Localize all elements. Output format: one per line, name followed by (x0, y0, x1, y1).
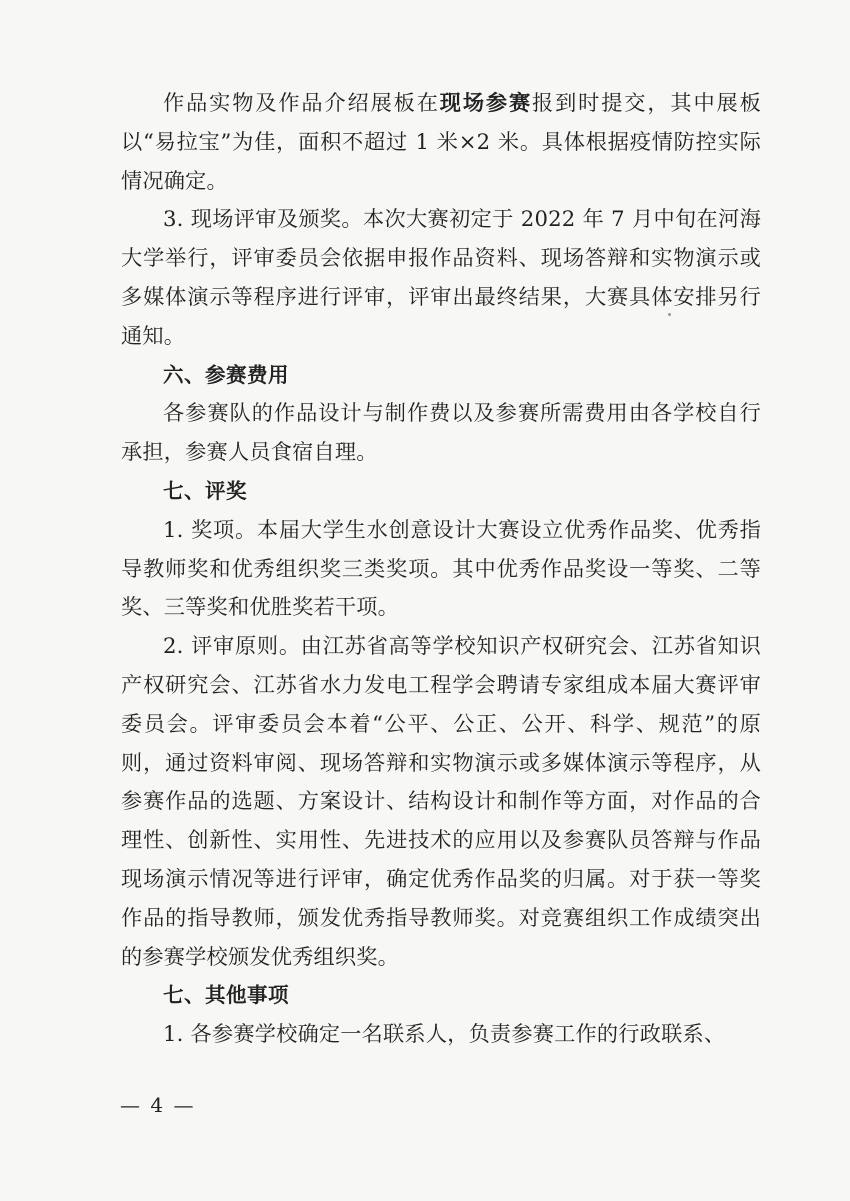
paragraph-submission-text-1: 作品实物及作品介绍展板在 (163, 90, 440, 115)
scan-speck (668, 313, 671, 316)
paragraph-onsite-review: 3. 现场评审及颁奖。本次大赛初定于 2022 年 7 月中旬在河海大学举行，评审委员会依据申报作品资料、现场答辩和实物演示或多媒体演示等程序进行评审，评审出最终结果，大赛具体安排另行通知。 (121, 206, 761, 348)
paragraph-awards-items: 1. 奖项。本届大学生水创意设计大赛设立优秀作品奖、优秀指导教师奖和优秀组织奖三类奖项。其中优秀作品奖设一等奖、二等奖、三等奖和优胜奖若干项。 (121, 516, 761, 620)
paragraph-awards-principles: 2. 评审原则。由江苏省高等学校知识产权研究会、江苏省知识产权研究会、江苏省水力发电工程学会聘请专家组成本届大赛评审委员会。评审委员会本着“公平、公正、公开、科学、规范”的原则，通过资料审阅、现场答辩和实物演示或多媒体演示等程序，从参赛作品的选题、方案设计、结构设计和制作等方面，对作品的合理性、创新性、实用性、先进技术的应用以及参赛队员答辩与作品现场演示情况等进行评审，确定优秀作品奖的归属。对于获一等奖作品的指导教师，颁发优秀指导教师奖。对竞赛组织工作成绩突出的参赛学校颁发优秀组织奖。 (121, 633, 761, 969)
heading-awards: 七、评奖 (163, 478, 247, 503)
paragraph-submission (121, 84, 761, 200)
heading-fees: 六、参赛费用 (163, 362, 289, 387)
heading-other-matters: 七、其他事项 (163, 983, 289, 1008)
paragraph-other-1: 1. 各参赛学校确定一名联系人，负责参赛工作的行政联系、 (163, 1021, 726, 1047)
paragraph-fees: 各参赛队的作品设计与制作费以及参赛所需费用由各学校自行承担，参赛人员食宿自理。 (121, 400, 761, 465)
document-body (121, 84, 761, 1054)
paragraph-submission-text-2: 报到时提交，其中展板以“易拉宝”为佳，面积不超过 1 米×2 米。具体根据疫情防控实际情况确定。 (121, 90, 761, 193)
paragraph-submission-bold: 现场参赛 (439, 90, 533, 115)
page-number: — 4 — (120, 1093, 196, 1117)
